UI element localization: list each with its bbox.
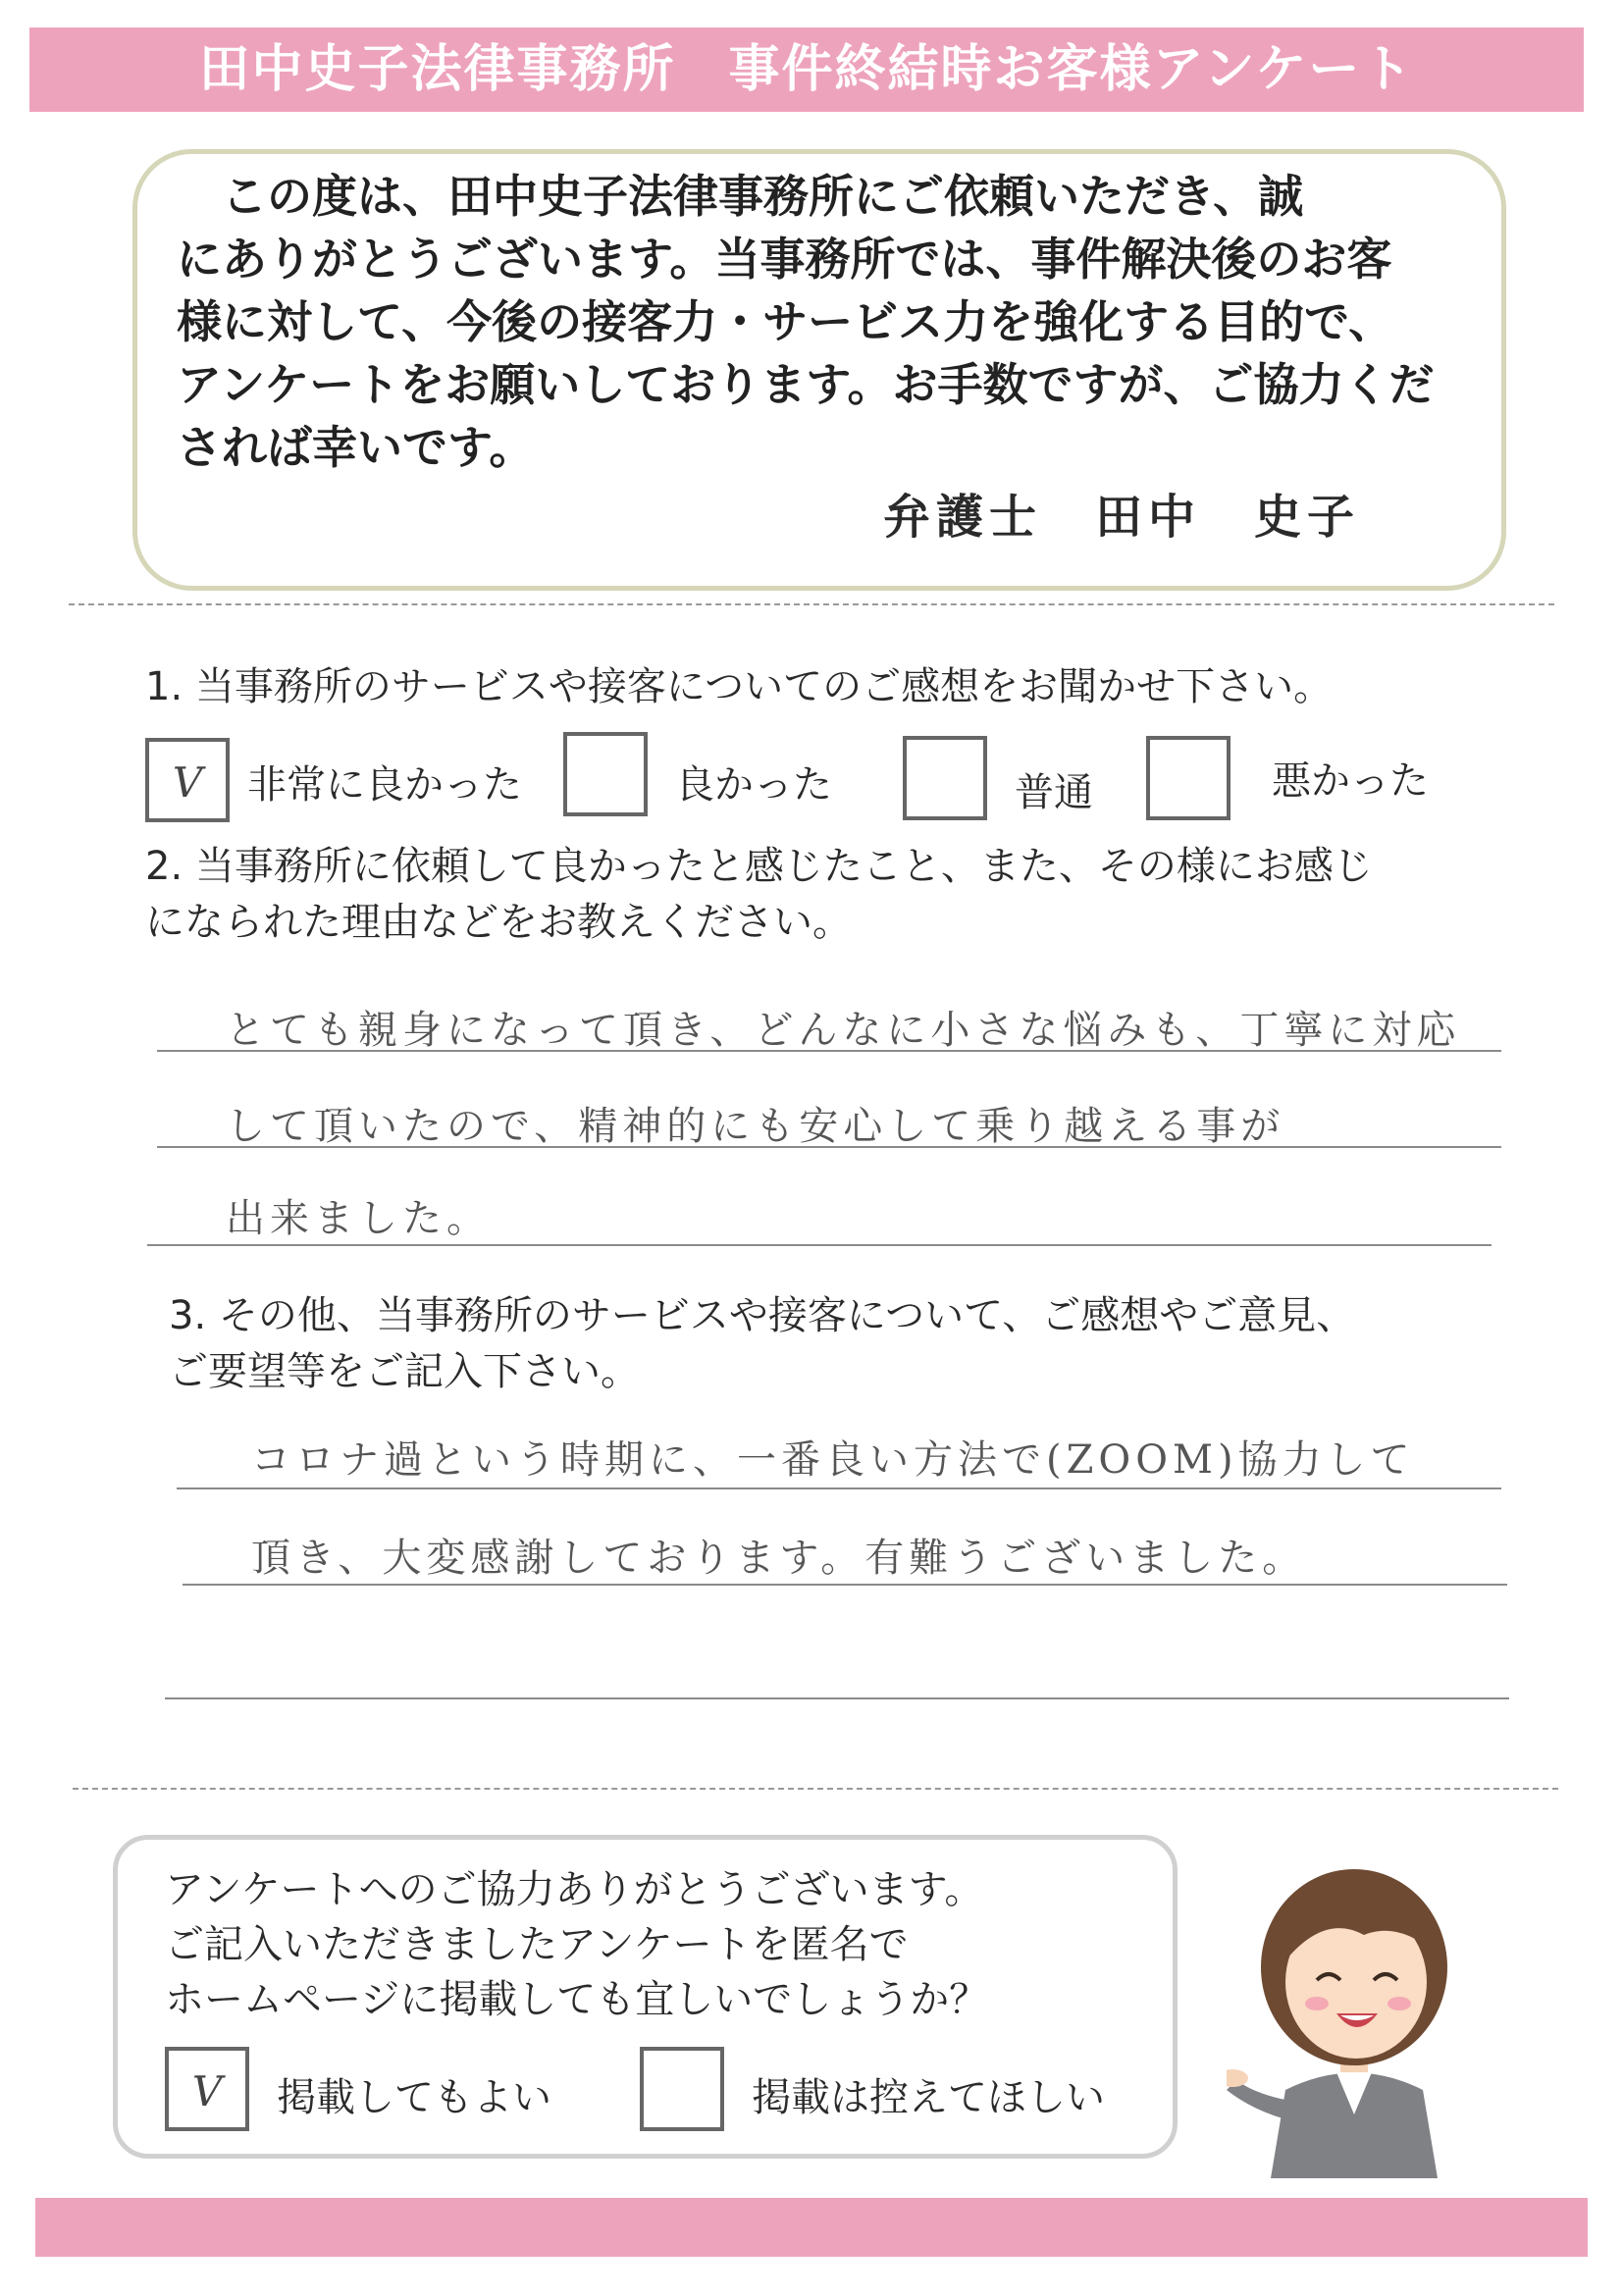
checkbox-average[interactable] <box>903 736 987 820</box>
option-allow-publish-label: 掲載してもよい <box>277 2075 551 2120</box>
question-2-label-line-1: 2. 当事務所に依頼して良かったと感じたこと、また、その様にお感じ <box>145 844 1373 889</box>
answer-3-line-2: 頂き、大変感謝しております。有難うございました。 <box>251 1536 1307 1581</box>
smiling-woman-presenting-illustration <box>1227 1845 1482 2178</box>
answer-2-line-2: して頂いたので、精神的にも安心して乗り越える事が <box>226 1104 1285 1149</box>
answer-3-rule-2 <box>183 1584 1507 1586</box>
answer-2-rule-2 <box>157 1146 1501 1148</box>
check-mark-icon: V <box>172 758 203 807</box>
answer-2-rule-3 <box>147 1244 1492 1246</box>
checkbox-allow-publish[interactable] <box>165 2047 249 2131</box>
consent-message: アンケートへのご協力ありがとうございます。 ご記入いただきましたアンケートを匿名で ホームページに掲載しても宜しいでしょうか？ <box>165 1867 989 2022</box>
question-2-label-line-2: になられた理由などをお教えください。 <box>145 900 852 945</box>
answer-3-line-1: コロナ過という時期に、一番良い方法で(ZOOM)協力して <box>251 1437 1415 1483</box>
answer-2-rule-1 <box>157 1050 1501 1052</box>
question-3-label-line-1: 3. その他、当事務所のサービスや接客について、ご感想やご意見、 <box>169 1293 1356 1338</box>
option-very-good-label: 非常に良かった <box>247 762 522 808</box>
lawyer-signature: 弁護士 田中 史子 <box>883 490 1361 545</box>
checkbox-good[interactable] <box>563 732 648 816</box>
option-average-label: 普通 <box>1015 770 1093 815</box>
answer-3-rule-3 <box>165 1697 1509 1699</box>
intro-message: この度は、田中史子法律事務所にご依頼いただき、誠 にありがとうございます。当事務所では、事件解決後のお客 様に対して、今後の接客力・サービス力を強化する目的で、 アンケートをお願いしております。お手数ですが、ご協力くだ されば幸いです。 <box>177 170 1435 474</box>
option-decline-publish-label: 掲載は控えてほしい <box>752 2075 1105 2120</box>
option-good-label: 良かった <box>675 762 832 808</box>
section-divider <box>73 1788 1558 1790</box>
survey-title: 田中史子法律事務所 事件終結時お客様アンケート <box>29 27 1584 112</box>
footer-band <box>35 2198 1588 2257</box>
checkbox-bad[interactable] <box>1146 736 1230 820</box>
answer-2-line-1: とても親身になって頂き、どんなに小さな悩みも、丁寧に対応 <box>226 1008 1461 1053</box>
answer-2-line-3: 出来ました。 <box>226 1196 491 1241</box>
question-1-label: 1. 当事務所のサービスや接客についてのご感想をお聞かせ下さい。 <box>145 664 1334 709</box>
option-bad-label: 悪かった <box>1272 758 1429 804</box>
section-divider <box>69 603 1554 605</box>
check-mark-icon: V <box>191 2067 223 2115</box>
question-3-label-line-2: ご要望等をご記入下さい。 <box>169 1349 640 1394</box>
checkbox-decline-publish[interactable] <box>640 2047 724 2131</box>
answer-3-rule-1 <box>177 1487 1501 1489</box>
checkbox-very-good[interactable] <box>145 738 230 822</box>
